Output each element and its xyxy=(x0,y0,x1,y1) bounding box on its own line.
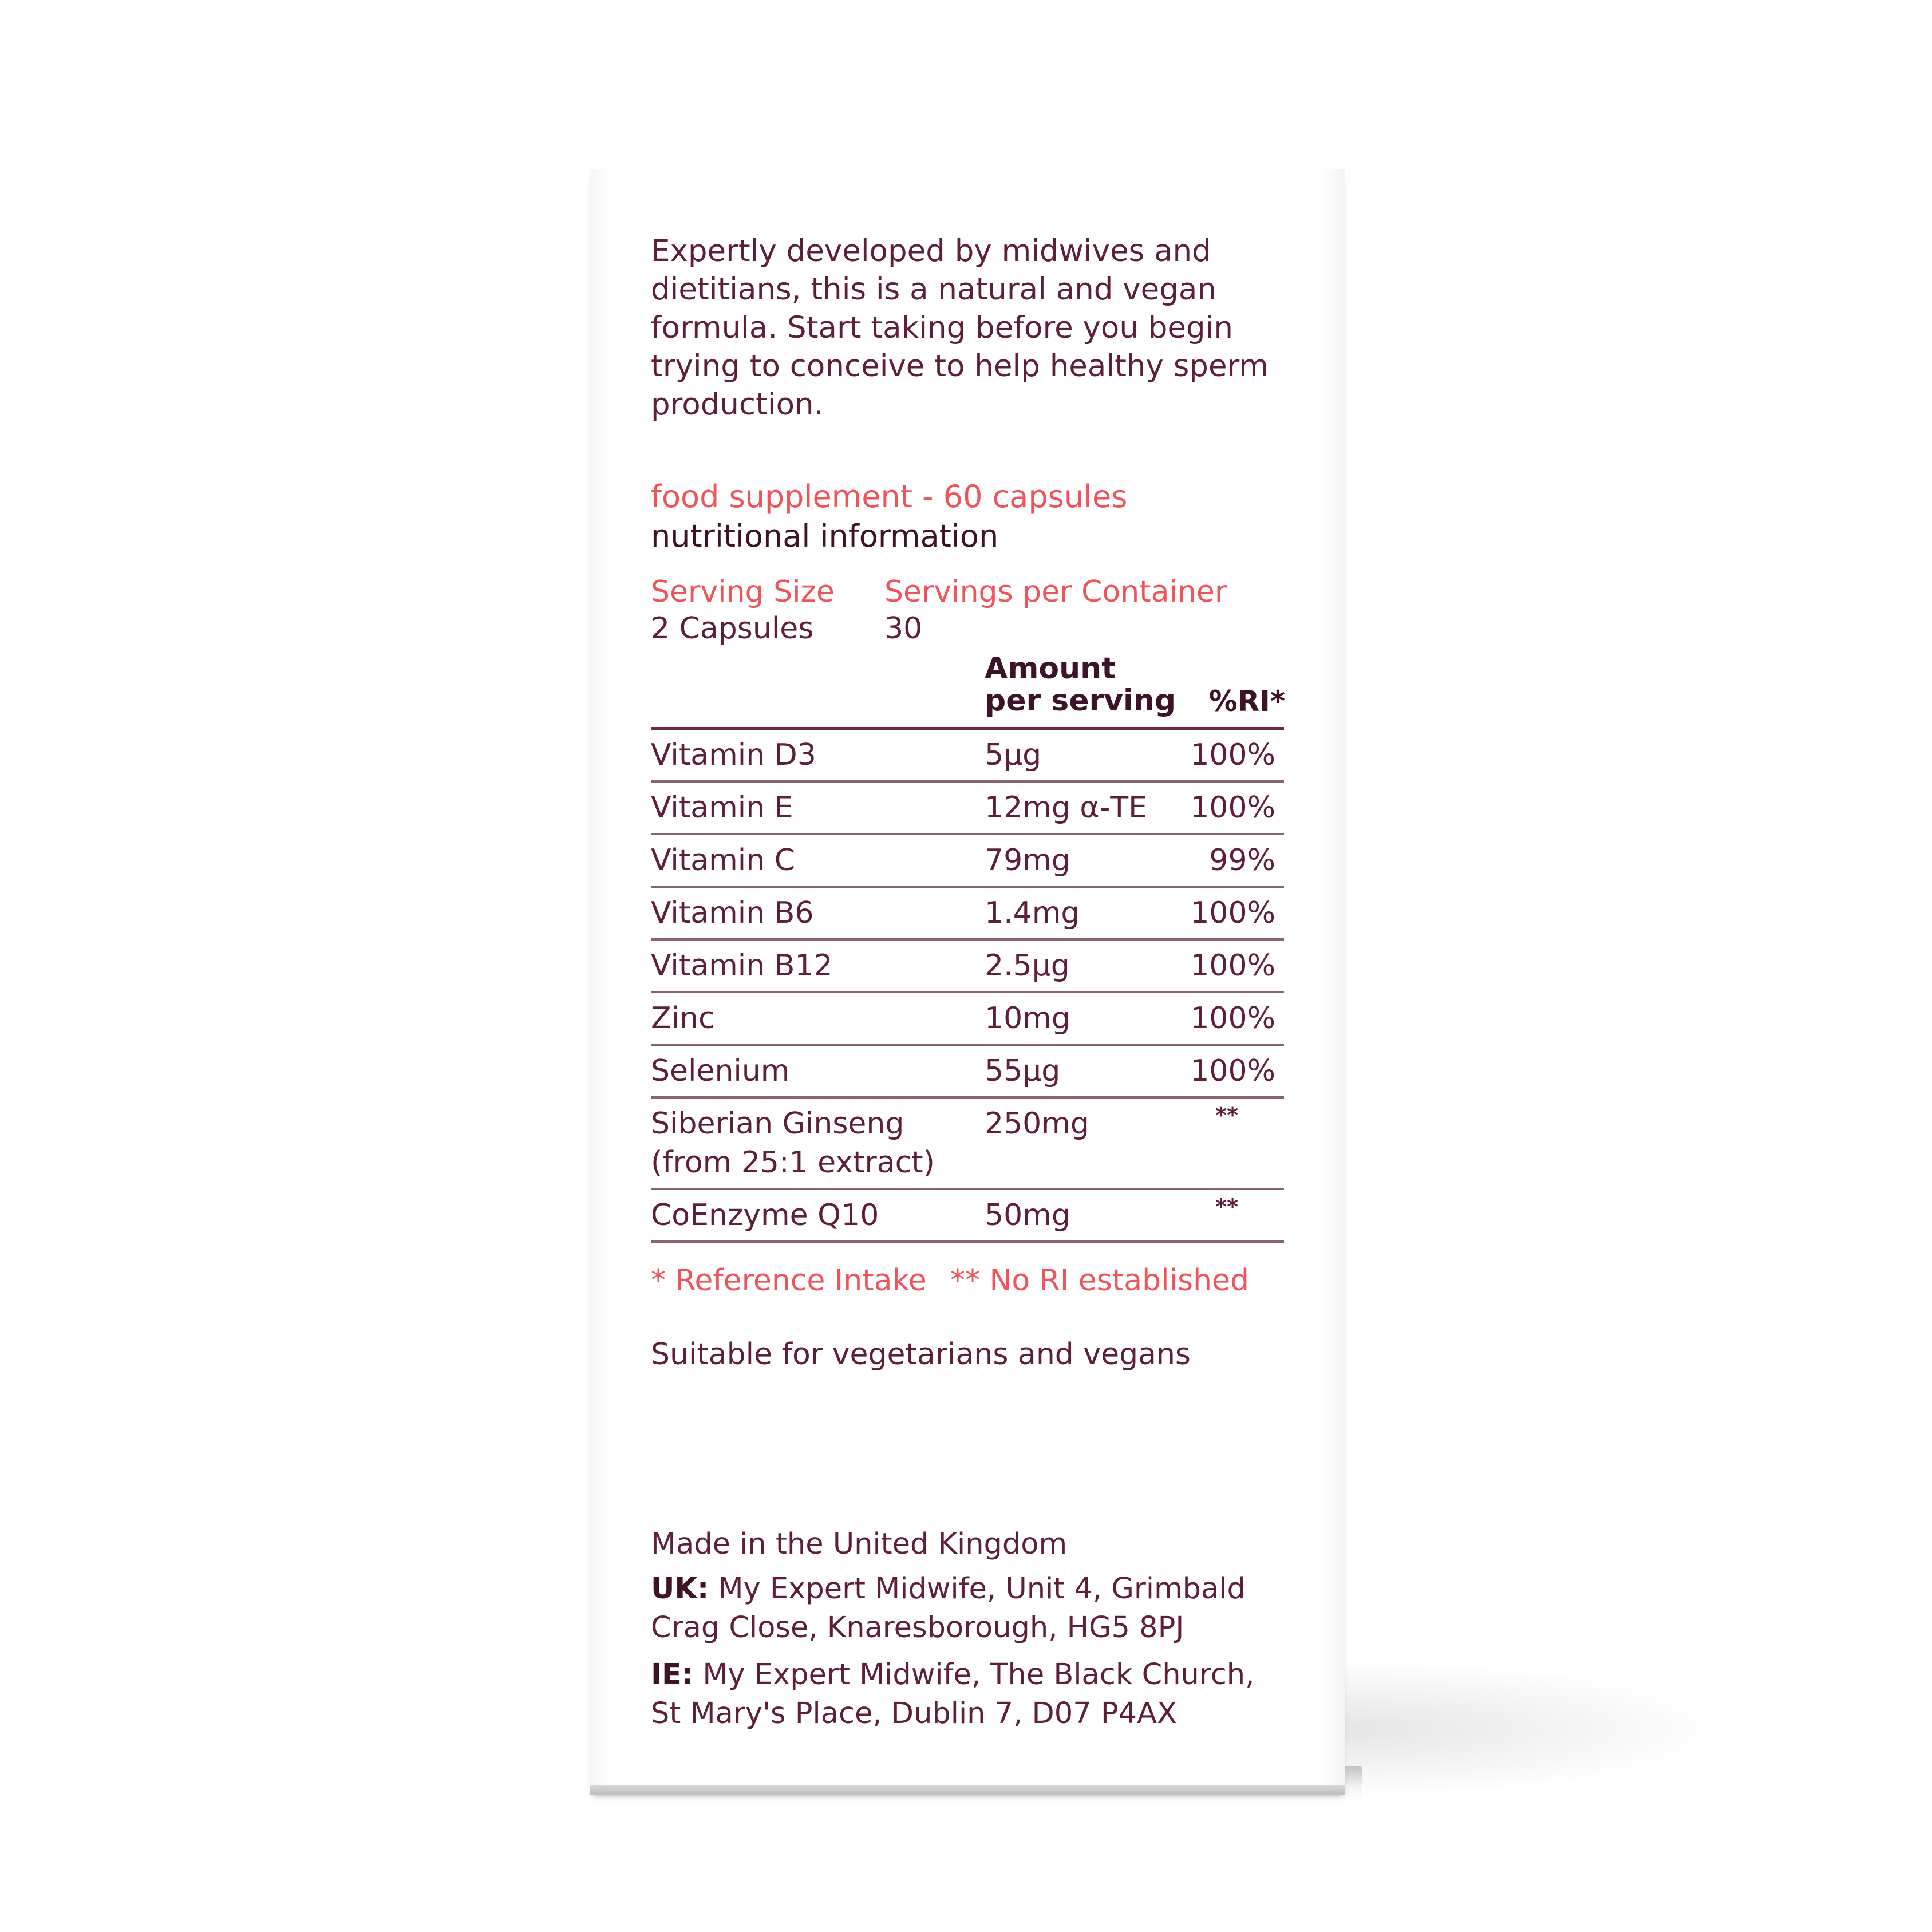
table-row xyxy=(651,730,1284,783)
supplement-type: food supplement - 60 capsules xyxy=(651,479,1128,515)
nutrient-ri: 100% xyxy=(1190,949,1275,983)
ie-address-line2: St Mary's Place, Dublin 7, D07 P4AX xyxy=(651,1697,1177,1730)
nutrition-table xyxy=(651,727,1284,1243)
nutrient-ri: 100% xyxy=(1190,738,1275,772)
nutrient-amount: 12mg α-TE xyxy=(985,791,1148,825)
amount-header-line1: Amount xyxy=(985,651,1116,686)
nutrient-name: CoEnzyme Q10 xyxy=(651,1198,879,1232)
nutrient-amount: 250mg xyxy=(985,1107,1089,1141)
nutrient-name: Vitamin B6 xyxy=(651,896,814,930)
nutrient-name: Vitamin B12 xyxy=(651,949,833,983)
no-ri-footnote: ** No RI established xyxy=(950,1263,1250,1298)
nutrient-amount: 10mg xyxy=(985,1001,1070,1036)
serving-size-label: Serving Size xyxy=(651,575,835,609)
nutrient-amount: 55µg xyxy=(985,1054,1061,1088)
nutrient-name: Vitamin C xyxy=(651,843,796,878)
serving-size-value: 2 Capsules xyxy=(651,611,814,646)
nutrient-ri: 100% xyxy=(1190,1054,1275,1088)
nutrient-ri: ** xyxy=(1215,1194,1238,1219)
table-row xyxy=(651,1046,1284,1099)
nutrient-name-detail: (from 25:1 extract) xyxy=(651,1145,935,1180)
nutrient-name: Vitamin E xyxy=(651,791,793,825)
table-row xyxy=(651,941,1284,993)
uk-code: UK: xyxy=(651,1572,709,1606)
product-description: Expertly developed by midwives and dietitians, this is a natural and vegan formula. Start taking before you begin trying to conceive to help healthy sperm production. xyxy=(651,234,1269,422)
nutrient-name: Zinc xyxy=(651,1001,715,1036)
uk-address-line2: Crag Close, Knaresborough, HG5 8PJ xyxy=(651,1611,1184,1645)
box-shadow xyxy=(1342,1660,1732,1797)
nutrient-name: Selenium xyxy=(651,1054,790,1088)
uk-address-line1: My Expert Midwife, Unit 4, Grimbald xyxy=(709,1572,1246,1606)
nutrient-ri: 100% xyxy=(1190,896,1275,930)
nutrient-amount: 1.4mg xyxy=(985,896,1080,930)
servings-per-container-label: Servings per Container xyxy=(884,575,1227,609)
nutrient-amount: 2.5µg xyxy=(985,949,1070,983)
table-row xyxy=(651,835,1284,888)
table-row xyxy=(651,783,1284,835)
nutrient-ri: 100% xyxy=(1190,1001,1275,1036)
table-row xyxy=(651,993,1284,1046)
box-bottom-edge xyxy=(590,1785,1345,1795)
nutrient-ri: 99% xyxy=(1209,843,1275,878)
nutrient-ri: 100% xyxy=(1190,791,1275,825)
nutrient-amount: 79mg xyxy=(985,843,1070,878)
nutrient-ri: ** xyxy=(1215,1103,1238,1128)
reference-intake-footnote: * Reference Intake xyxy=(651,1263,927,1298)
amount-header-line2: per serving xyxy=(985,683,1176,718)
amount-column-header xyxy=(985,653,1176,717)
made-in-note: Made in the United Kingdom xyxy=(651,1527,1068,1561)
nutrient-amount: 5µg xyxy=(985,738,1042,772)
ri-column-header: %RI* xyxy=(1208,685,1285,718)
nutrient-amount: 50mg xyxy=(985,1198,1070,1232)
nutrient-name: Vitamin D3 xyxy=(651,738,816,772)
ie-code: IE: xyxy=(651,1658,694,1692)
table-row xyxy=(651,888,1284,941)
table-row xyxy=(651,1099,1284,1190)
table-row xyxy=(651,1190,1284,1243)
uk-address xyxy=(651,1570,1292,1647)
servings-per-container-value: 30 xyxy=(884,611,923,646)
ie-address-line1: My Expert Midwife, The Black Church, xyxy=(693,1658,1255,1692)
nutrient-name: Siberian Ginseng xyxy=(651,1107,904,1141)
ie-address xyxy=(651,1656,1292,1733)
nutritional-heading: nutritional information xyxy=(651,518,999,554)
suitability-note: Suitable for vegetarians and vegans xyxy=(651,1337,1191,1372)
